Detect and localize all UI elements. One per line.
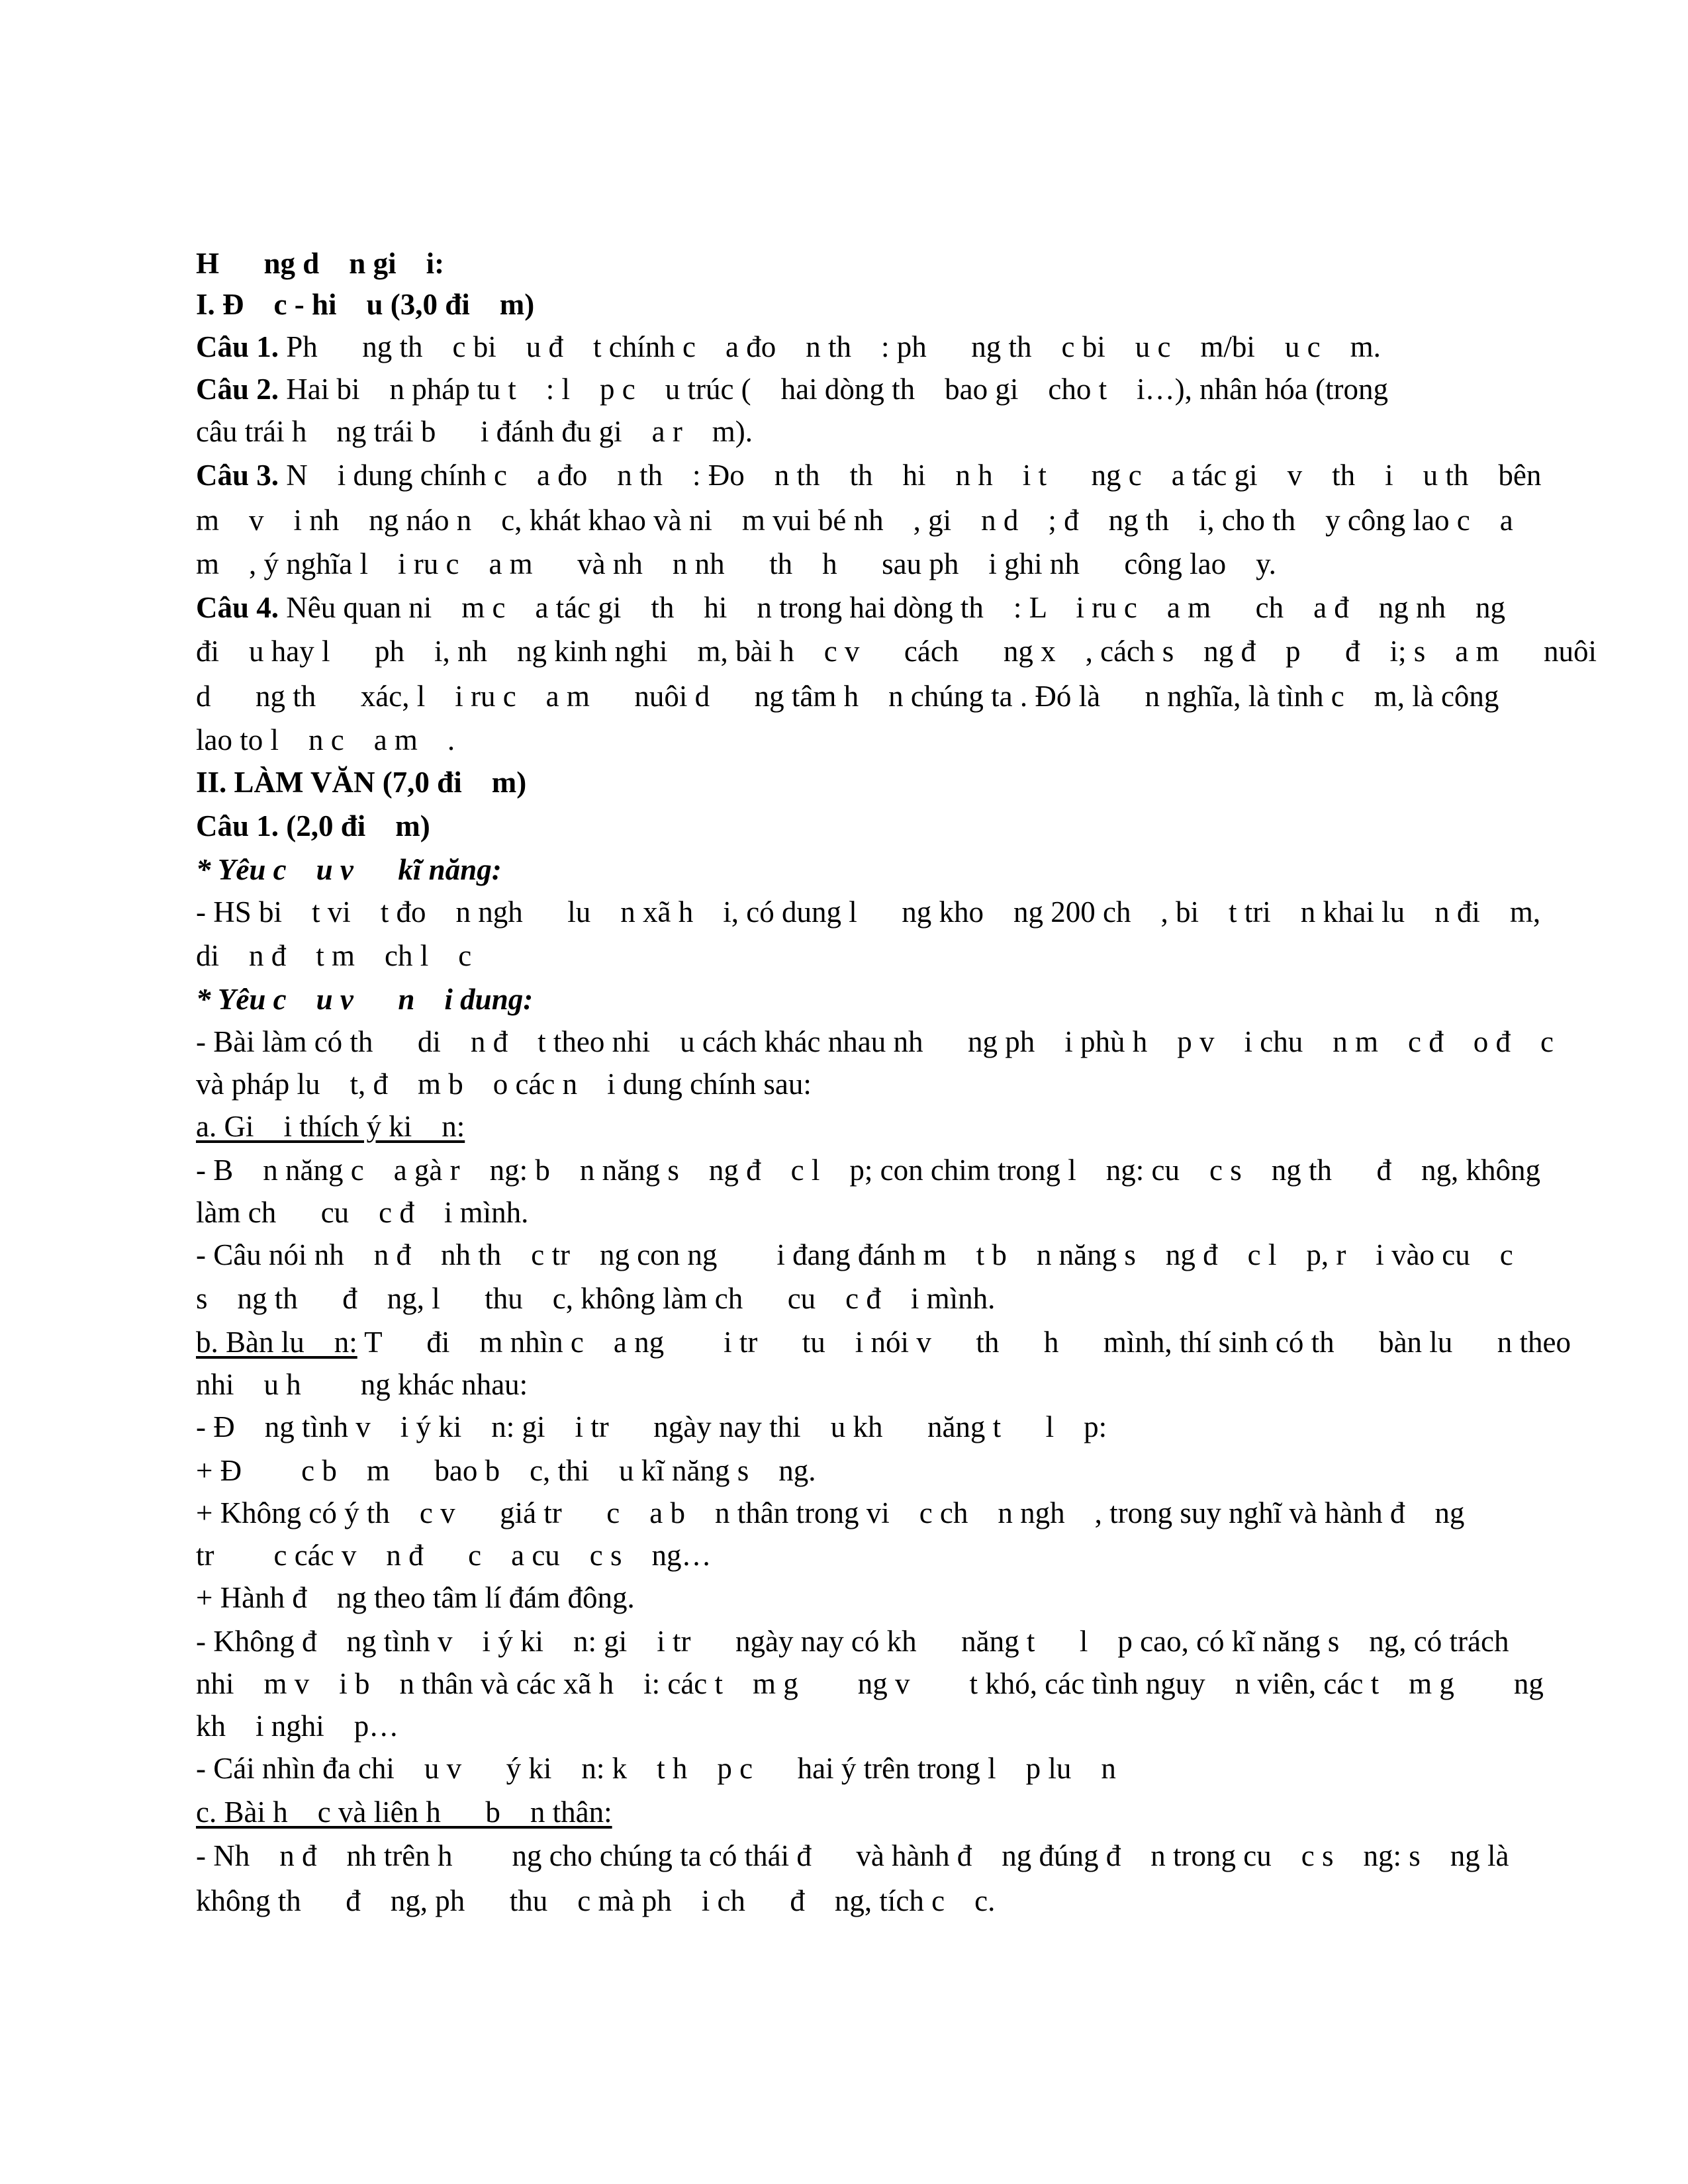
part-b-line-4: + Đ c b m bao b c, thi u kĩ năng s ng.: [196, 1454, 816, 1487]
question-3-text-cont-1: m v i nh ng náo n c, khát khao và ni m vui bé nh , gi n d ; đ ng th i, cho th y công lao c a: [196, 504, 1513, 537]
part-b-line-5: + Không có ý th c v giá tr c a b n thân trong vi c ch n ngh , trong suy nghĩ và hành đ ng: [196, 1496, 1465, 1529]
question-1-label: Câu 1.: [196, 330, 279, 363]
question-2: [196, 375, 1388, 404]
part-b-line-8: - Không đ ng tình v i ý ki n: gi i tr ngày nay có kh năng t l p cao, có kĩ năng s ng, có trách: [196, 1625, 1509, 1658]
part-b-title: b. Bàn lu n:: [196, 1326, 357, 1359]
content-requirement-line-cont: và pháp lu t, đ m b o các n i dung chính sau:: [196, 1068, 812, 1101]
question-1: [196, 332, 1381, 362]
part-b-line-9: nhi m v i b n thân và các xã h i: các t m g ng v t khó, các tình nguy n viên, các t m g ng: [196, 1667, 1544, 1700]
question-4-text-cont-3: lao to l n c a m .: [196, 723, 455, 756]
part-b-line-11: - Cái nhìn đa chi u v ý ki n: k t h p c hai ý trên trong l p lu n: [196, 1752, 1116, 1785]
question-4-label: Câu 4.: [196, 591, 279, 624]
essay-question-1-title: Câu 1. (2,0 đi m): [196, 809, 430, 842]
skills-requirement-line-cont: di n đ t m ch l c: [196, 939, 472, 972]
part-c-line-1: - Nh n đ nh trên h ng cho chúng ta có thái đ và hành đ ng đúng đ n trong cu c s ng: s ng là: [196, 1839, 1509, 1872]
part-b-line-1: T đi m nhìn c a ng i tr tu i nói v th h mình, thí sinh có th bàn lu n theo: [357, 1326, 1571, 1359]
part-c-title: c. Bài h c và liên h b n thân:: [196, 1796, 612, 1829]
question-3: [196, 461, 1541, 490]
question-4-text: Nêu quan ni m c a tác gi th hi n trong hai dòng th : L i ru c a m ch a đ ng nh ng: [279, 591, 1506, 624]
part-b-line-10: kh i nghi p…: [196, 1709, 399, 1743]
skills-requirement-line: - HS bi t vi t đo n ngh lu n xã h i, có dung l ng kho ng 200 ch , bi t tri n khai lu n đi m,: [196, 895, 1541, 929]
question-1-text: Ph ng th c bi u đ t chính c a đo n th : ph ng th c bi u c m/bi u c m.: [279, 330, 1381, 363]
content-requirement-line: - Bài làm có th di n đ t theo nhi u cách khác nhau nh ng ph i phù h p v i chu n m c đ o đ c: [196, 1025, 1554, 1058]
question-3-label: Câu 3.: [196, 459, 279, 492]
question-2-text-cont: câu trái h ng trái b i đánh đu gi a r m).: [196, 415, 753, 448]
skills-requirement-title: * Yêu c u v kĩ năng:: [196, 853, 502, 886]
content-requirement-title: * Yêu c u v n i dung:: [196, 983, 534, 1016]
question-2-text: Hai bi n pháp tu t : l p c u trúc ( hai dòng th bao gi cho t i…), nhân hóa (trong: [279, 373, 1388, 406]
question-2-label: Câu 2.: [196, 373, 279, 406]
part-b-line-7: + Hành đ ng theo tâm lí đám đông.: [196, 1581, 635, 1614]
section-2-title: II. LÀM VĂN (7,0 đi m): [196, 766, 527, 799]
part-b-line-3: - Đ ng tình v i ý ki n: gi i tr ngày nay thi u kh năng t l p:: [196, 1410, 1107, 1443]
part-b-line-6: tr c các v n đ c a cu c s ng…: [196, 1539, 712, 1572]
part-c-line-2: không th đ ng, ph thu c mà ph i ch đ ng, tích c c.: [196, 1884, 996, 1917]
question-3-text-cont-2: m , ý nghĩa l i ru c a m và nh n nh th h sau ph i ghi nh công lao y.: [196, 547, 1276, 580]
part-a-line-3: - Câu nói nh n đ nh th c tr ng con ng i đang đánh m t b n năng s ng đ c l p, r i vào cu c: [196, 1238, 1513, 1271]
question-4-text-cont-1: đi u hay l ph i, nh ng kinh nghi m, bài h c v cách ng x , cách s ng đ p đ i; s a m nuôi: [196, 635, 1597, 668]
document-heading: H ng d n gi i:: [196, 247, 445, 280]
question-4: [196, 593, 1505, 623]
part-a-title: a. Gi i thích ý ki n:: [196, 1110, 465, 1143]
part-a-line-2: làm ch cu c đ i mình.: [196, 1196, 529, 1229]
part-b: [196, 1328, 1571, 1357]
question-4-text-cont-2: d ng th xác, l i ru c a m nuôi d ng tâm h n chúng ta . Đó là n nghĩa, là tình c m, là công: [196, 680, 1499, 713]
part-b-line-2: nhi u h ng khác nhau:: [196, 1368, 528, 1401]
section-1-title: I. Đ c - hi u (3,0 đi m): [196, 288, 535, 321]
question-3-text: N i dung chính c a đo n th : Đo n th th hi n h i t ng c a tác gi v th i u th bên: [279, 459, 1542, 492]
part-a-line-4: s ng th đ ng, l thu c, không làm ch cu c đ i mình.: [196, 1282, 996, 1315]
part-a-line-1: - B n năng c a gà r ng: b n năng s ng đ c l p; con chim trong l ng: cu c s ng th đ ng, không: [196, 1154, 1540, 1187]
